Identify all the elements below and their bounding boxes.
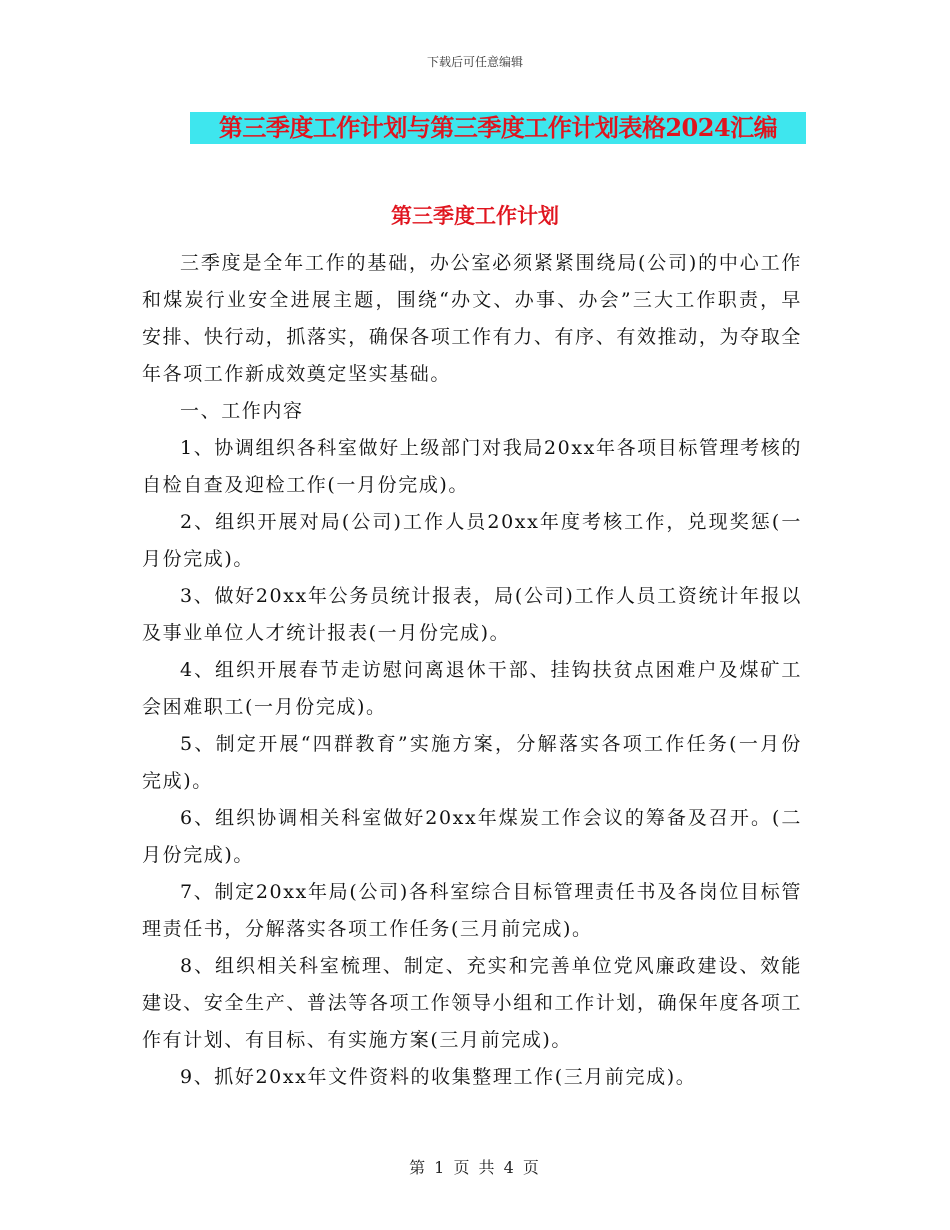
list-item: 9、抓好20xx年文件资料的收集整理工作(三月前完成)。: [180, 1066, 697, 1088]
page-footer: 第 1 页 共 4 页: [409, 1158, 541, 1177]
list-item: 7、制定20xx年局(公司)各科室综合目标管理责任书及各岗位目标管理责任书，分解落实各项工作任务(三月前完成)。: [142, 881, 802, 940]
list-item: 5、制定开展“四群教育”实施方案，分解落实各项工作任务(一月份完成)。: [142, 733, 802, 792]
section-title: 第三季度工作计划: [391, 203, 559, 228]
list-item: 6、组织协调相关科室做好20xx年煤炭工作会议的筹备及召开。(二月份完成)。: [142, 807, 802, 866]
list-item: 3、做好20xx年公务员统计报表，局(公司)工作人员工资统计年报以及事业单位人才统计报表(一月份完成)。: [142, 585, 802, 644]
section-heading-work-content: 一、工作内容: [180, 400, 304, 422]
document-title: 第三季度工作计划与第三季度工作计划表格2024汇编: [190, 112, 806, 144]
list-item: 4、组织开展春节走访慰问离退休干部、挂钩扶贫点困难户及煤矿工会困难职工(一月份完成)。: [142, 659, 802, 718]
body-text: [142, 245, 802, 1096]
header-note: 下载后可任意编辑: [426, 55, 523, 69]
list-item: 2、组织开展对局(公司)工作人员20xx年度考核工作，兑现奖惩(一月份完成)。: [142, 511, 802, 570]
intro-paragraph: 三季度是全年工作的基础，办公室必须紧紧围绕局(公司)的中心工作和煤炭行业安全进展主题，围绕“办文、办事、办会”三大工作职责，早安排、快行动，抓落实，确保各项工作有力、有序、有效推动，为夺取全年各项工作新成效奠定坚实基础。: [142, 252, 802, 385]
list-item: 8、组织相关科室梳理、制定、充实和完善单位党风廉政建设、效能建设、安全生产、普法等各项工作领导小组和工作计划，确保年度各项工作有计划、有目标、有实施方案(三月前完成)。: [142, 955, 802, 1051]
list-item: 1、协调组织各科室做好上级部门对我局20xx年各项目标管理考核的自检自查及迎检工作(一月份完成)。: [142, 437, 802, 496]
